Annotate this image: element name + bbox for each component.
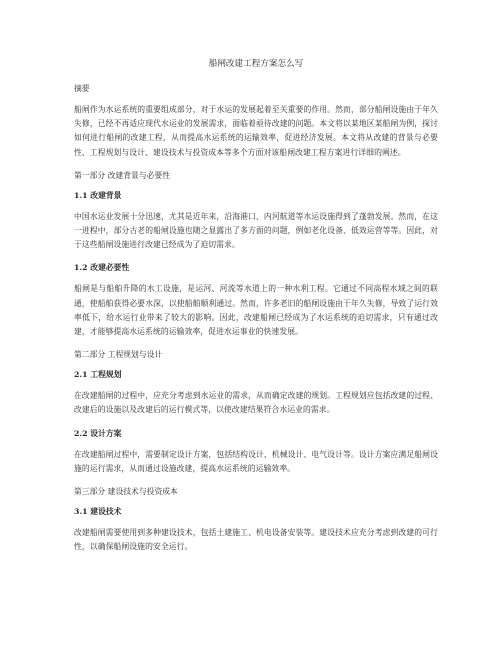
section-1-2-heading: 1.2 改建必要性 (74, 263, 130, 273)
section-3-1-heading: 3.1 建设技术 (74, 507, 122, 517)
part2-heading: 第二部分 工程规划与设计 (74, 350, 163, 360)
section-3-1-paragraph: 改建船闸需要使用到多种建设技术，包括土建施工、机电设备安装等。建设技术应充分考虑到改建的可行性，以确保船闸设施的安全运行。 (74, 528, 438, 552)
part1-heading: 第一部分 改建背景与必要性 (74, 170, 171, 180)
abstract-paragraph: 船闸作为水运系统的重要组成部分，对于水运的发展起着至关重要的作用。然而，部分船闸设施由于年久失修，已经不再适应现代水运业的发展需求，面临着亟待改建的问题。本文将以某地区某船闸为例，探讨如何进行船闸的改建工程，从而提高水运系统的运输效率，促进经济发展。本文将从改建的背景与必要性、工程规划与设计、建设技术与投资成本等多个方面对该船闸改建工程方案进行详细的阐述。 (74, 105, 438, 157)
section-1-1-paragraph: 中国水运业发展十分迅速，尤其是近年来，沿海港口、内河航道等水运设施得到了蓬勃发展。然而，在这一进程中，部分古老的船闸设施也随之显露出了多方面的问题，例如老化设备、低效运营等等。因此，对于这些船闸设施进行改建已经成为了迫切需求。 (74, 211, 438, 250)
part3-heading: 第三部分 建设技术与投资成本 (74, 487, 178, 497)
section-2-1-heading: 2.1 工程规划 (74, 370, 122, 380)
section-1-1-heading: 1.1 改建背景 (74, 190, 122, 200)
section-2-2-paragraph: 在改建船闸过程中，需要制定设计方案，包括结构设计、机械设计、电气设计等。设计方案应满足船闸设施的运行需求，从而通过设施改建，提高水运系统的运输效率。 (74, 449, 438, 473)
section-2-2-heading: 2.2 设计方案 (74, 428, 122, 438)
section-1-2-paragraph: 船闸是与船舶升降的水工设施，是运河、河流等水道上的一种水利工程。它通过不同高程水域之间的联通，使船舶获得必要水深，以使船舶顺利通过。然而，许多老旧的船闸设施由于年久失修，导致了运行效率低下，给水运行业带来了较大的影响。因此，改建船闸已经成为了水运系统的迫切需求，只有通过改建，才能够提高水运系统的运输效率，促进水运事业的快速发展。 (74, 284, 438, 337)
document-title: 船闸改建工程方案怎么写 (208, 59, 304, 69)
abstract-heading: 摘要 (74, 84, 90, 93)
section-2-1-paragraph: 在改建船闸的过程中，应充分考虑到水运业的需求，从而确定改建的规划。工程规划应包括改建的过程、改建后的设施以及改建后的运行模式等，以使改建结果符合水运业的需求。 (74, 391, 438, 415)
